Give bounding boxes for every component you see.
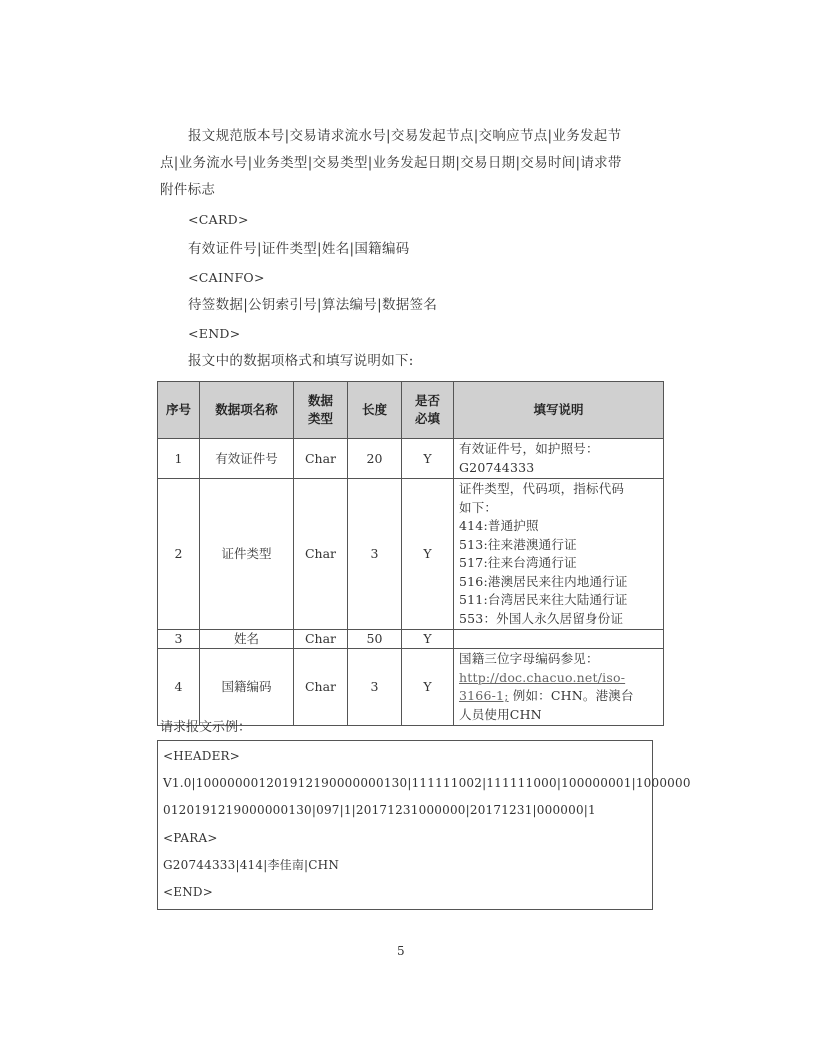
desc-line [459,687,658,706]
table-intro: 报文中的数据项格式和填写说明如下: [188,353,414,369]
intro-line-3: 附件标志 [160,182,216,198]
desc-line: 有效证件号，如护照号： [459,441,599,456]
end-tag: <END> [188,326,241,341]
cell-name: 有效证件号 [200,439,294,479]
header-type [294,382,348,439]
cell-type: Char [294,630,348,649]
intro-line-2: 点|业务流水号|业务类型|交易类型|业务发起日期|交易日期|交易时间|请求带 [160,155,622,171]
desc-line: 517:往来台湾通行证 [459,555,577,570]
table-row [158,630,664,649]
cell-seq: 3 [158,630,200,649]
cainfo-tag: <CAINFO> [188,270,265,285]
example-line: <HEADER> [163,749,241,763]
desc-line: 国籍三位字母编码参见： [459,651,599,666]
cell-length: 20 [348,439,402,479]
cell-type: Char [294,649,348,726]
example-title: 请求报文示例： [160,720,252,735]
spec-table-wrapper [157,381,663,726]
cell-type: Char [294,439,348,479]
header-name: 数据项名称 [200,382,294,439]
desc-line: 人员使用CHN [459,706,542,722]
intro-line-1: 报文规范版本号|交易请求流水号|交易发起节点|交响应节点|业务发起节 [188,128,622,144]
example-box [157,740,691,910]
header-seq: 序号 [158,382,200,439]
cell-required: Y [402,479,454,630]
page-number: 5 [397,944,405,958]
cell-seq: 2 [158,479,200,630]
cell-seq: 4 [158,649,200,726]
header-type-l2: 类型 [307,411,333,426]
desc-line: 511:台湾居民来往大陆通行证 [459,592,628,607]
header-required-l2: 必填 [414,411,440,426]
desc-after-link: 例如：CHN。港澳台 [508,688,634,703]
table-row [158,439,664,479]
cell-seq: 1 [158,439,200,479]
cainfo-fields: 待签数据|公钥索引号|算法编号|数据签名 [188,297,438,313]
desc-line [459,669,658,688]
cell-required: Y [402,649,454,726]
desc-line: 证件类型，代码项，指标代码 [459,481,625,496]
example-line: <END> [163,885,213,899]
reference-link[interactable]: http://doc.chacuo.net/iso- [459,669,626,685]
desc-line: 513:往来港澳通行证 [459,536,577,552]
cell-required: Y [402,439,454,479]
header-required-l1: 是否 [414,393,440,408]
spec-table [157,381,664,726]
header-required [402,382,454,439]
cell-name: 证件类型 [200,479,294,630]
cell-name: 姓名 [200,630,294,649]
cell-desc [454,649,664,726]
cell-desc [454,630,664,649]
example-line: <PARA> [163,831,218,845]
desc-line: 553：外国人永久居留身份证 [459,610,624,626]
desc-line: G20744333 [459,459,535,475]
table-header-row [158,382,664,439]
card-tag: <CARD> [188,212,249,227]
desc-line: 如下： [459,499,498,515]
desc-line: 414:普通护照 [459,518,539,533]
table-row [158,649,664,726]
card-fields: 有效证件号|证件类型|姓名|国籍编码 [188,241,410,257]
header-desc: 填写说明 [454,382,664,439]
header-length: 长度 [348,382,402,439]
cell-desc [454,479,664,630]
cell-name: 国籍编码 [200,649,294,726]
cell-length: 3 [348,479,402,630]
desc-line: 516:港澳居民来往内地通行证 [459,573,628,589]
example-line: 0120191219000000130|097|1|20171231000000|20171231|000000|1 [163,803,596,817]
cell-required: Y [402,630,454,649]
cell-length: 3 [348,649,402,726]
table-row [158,479,664,630]
cell-type: Char [294,479,348,630]
example-line: G20744333|414|李佳南|CHN [163,858,340,872]
header-type-l1: 数据 [307,393,333,408]
example-line: V1.0|100000001201912190000000130|111111002|111111000|100000001|1000000 [163,776,691,790]
reference-link-cont[interactable]: 3166-1; [459,688,509,703]
cell-desc [454,439,664,479]
cell-length: 50 [348,630,402,649]
